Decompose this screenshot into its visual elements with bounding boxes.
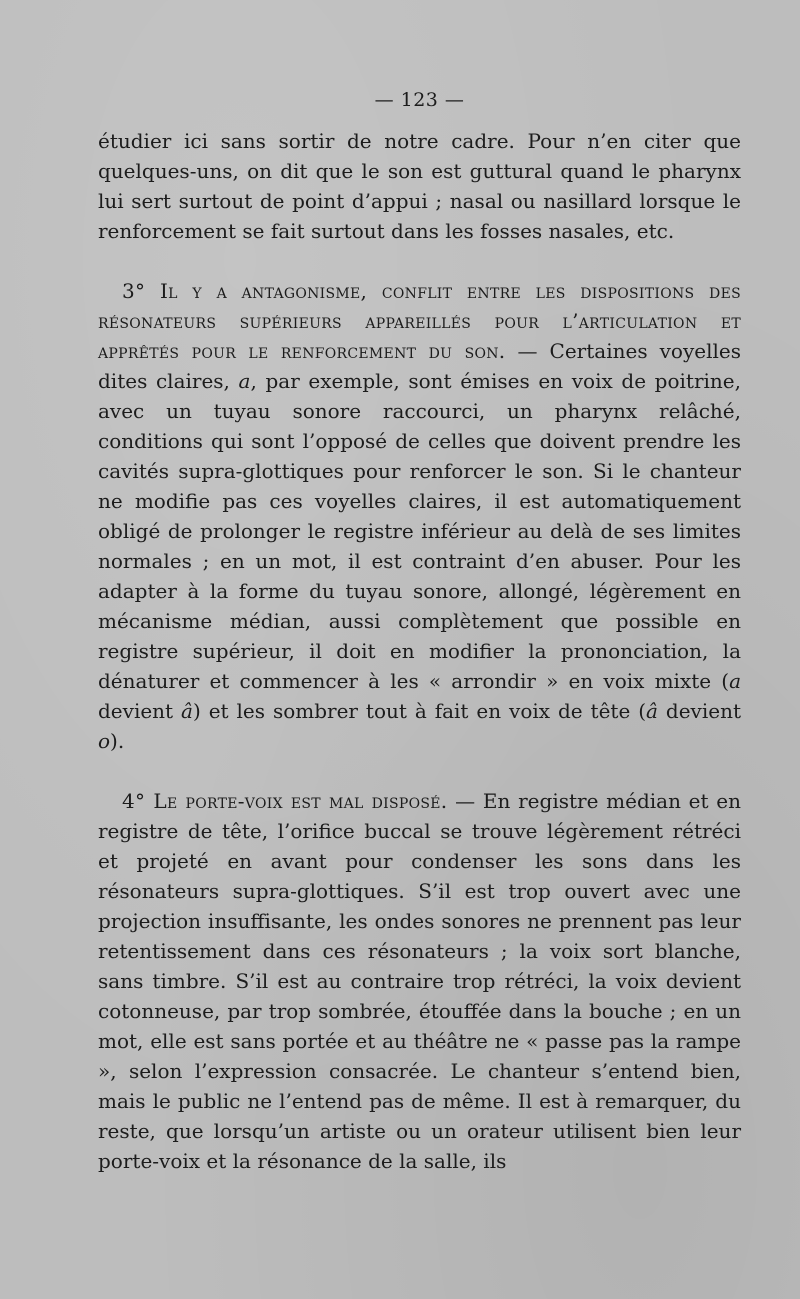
section-3-text-1: — Certaines voyelles dites claires, xyxy=(98,339,741,393)
example-1-mid: devient xyxy=(98,699,182,723)
section-3-paragraph xyxy=(98,276,741,756)
book-page xyxy=(98,86,741,1176)
paragraph-gap xyxy=(98,246,741,276)
example-2-to: o xyxy=(98,729,111,753)
paragraph-continuation: étudier ici sans sortir de notre cadre. Pour n’en citer que quelques-uns, on dit que le son est guttural quand le pharynx lui sert surtout de point d’appui ; nasal ou nasillard lorsque le renforcement se fait surtout dans les fosses nasales, etc. xyxy=(98,129,741,243)
section-4-paragraph xyxy=(98,786,741,1176)
paragraph-gap xyxy=(98,756,741,786)
section-3-text-4: ). xyxy=(110,729,125,753)
example-1-to: â xyxy=(181,699,193,723)
section-4-text: — En registre médian et en registre de tête, l’orifice buccal se trouve légèrement rétréci et projeté en avant pour condenser les sons dans les résonateurs supra-glottiques. S’il est trop ouvert avec une projection insuffisante, les ondes sonores ne prennent pas leur retentissement dans ces résonateurs ; la voix sort blanche, sans timbre. S’il est au contraire trop rétréci, la voix devient cotonneuse, par trop sombrée, étouffée dans la bouche ; en un mot, elle est sans portée et au théâtre ne « passe pas la rampe », selon l’expression consacrée. Le chanteur s’entend bien, mais le public ne l’entend pas de même. Il est à remarquer, du reste, que lorsqu’un artiste ou un orateur utilisent bien leur porte-voix et la résonance de la salle, ils xyxy=(98,789,741,1173)
example-1-from: a xyxy=(729,669,741,693)
example-2-mid: devient xyxy=(657,699,742,723)
vowel-a: a xyxy=(238,369,251,393)
section-4-heading: 4° Le porte-voix est mal disposé. xyxy=(122,789,448,813)
page-number: — 123 — xyxy=(374,89,465,111)
section-3-text-2: , par exemple, sont émises en voix de poitrine, avec un tuyau sonore raccourci, un pharynx relâché, conditions qui sont l’opposé de celles que doivent prendre les cavités supra-glottiques pour renforcer le son. Si le chanteur ne modifie pas ces voyelles claires, il est automatiquement obligé de prolonger le registre inférieur au delà de ses limites normales ; en un mot, il est contraint d’en abuser. Pour les adapter à la forme du tuyau sonore, allongé, légèrement en mécanisme médian, aussi complètement que possible en registre supérieur, il doit en modifier la prononciation, la dénaturer et commencer à les « arrondir » en voix mixte ( xyxy=(98,369,741,693)
section-3-text-3: ) et les sombrer tout à fait en voix de tête ( xyxy=(192,699,647,723)
section-3-heading: 3° Il y a antagonisme, conflit entre les dispositions des résonateurs supérieurs appareillés pour l’articulation et apprêtés pour le renforcement du son. xyxy=(98,279,741,363)
example-2-from: â xyxy=(646,699,658,723)
